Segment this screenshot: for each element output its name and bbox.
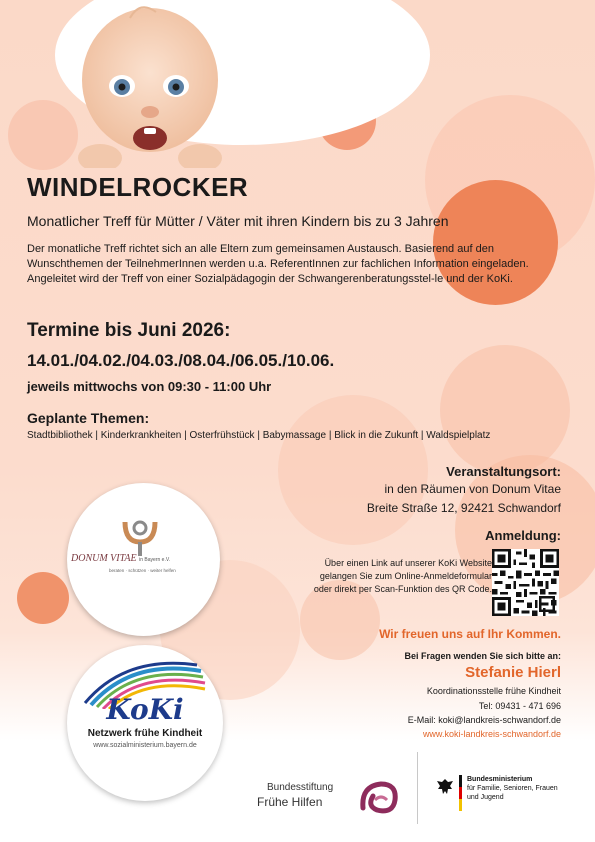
contact-website-link[interactable]: www.koki-landkreis-schwandorf.de (422, 729, 561, 739)
donum-vitae-emblem-icon (119, 518, 161, 556)
bundesministerium-logo (436, 775, 576, 825)
topics-heading: Geplante Themen: (27, 410, 150, 426)
event-subtitle: Monatlicher Treff für Mütter / Väter mit ihren Kindern bis zu 3 Jahren (27, 213, 449, 229)
contact-name: Stefanie Hierl (465, 664, 561, 681)
venue-line: in den Räumen von Donum Vitae (384, 482, 561, 496)
fruehe-hilfen-swirl-icon (359, 780, 399, 816)
koki-wordmark: KoKi (106, 693, 184, 726)
donum-suffix: in Bayern e.V. (139, 557, 171, 563)
federal-eagle-icon (436, 777, 454, 797)
registration-text (314, 557, 492, 596)
ministry-line3: und Jugend (467, 794, 504, 801)
topics-list: Stadtbibliothek | Kinderkrankheiten | Osterfrühstück | Babymassage | Blick in die Zukunft | Waldspielplatz (27, 430, 491, 441)
baby-photo (60, 0, 240, 168)
event-title: WINDELROCKER (27, 172, 249, 202)
bundesstiftung-line2: Frühe Hilfen (257, 795, 323, 809)
registration-line: Über einen Link auf unserer KoKi Website (324, 558, 492, 568)
ministry-line1: Bundesministerium (467, 776, 533, 783)
decorative-bubble (440, 345, 570, 475)
contact-phone: Tel: 09431 - 471 696 (478, 701, 561, 711)
schedule-days: jeweils mittwochs von 09:30 - 11:00 Uhr (27, 379, 272, 394)
contact-email[interactable]: E-Mail: koki@landkreis-schwandorf.de (407, 715, 561, 725)
venue-address: Breite Straße 12, 92421 Schwandorf (366, 501, 561, 515)
closing-message: Wir freuen uns auf Ihr Kommen. (379, 627, 561, 641)
contact-intro: Bei Fragen wenden Sie sich bitte an: (404, 651, 561, 661)
flag-stripe-red (459, 787, 462, 799)
decorative-bubble (17, 572, 69, 624)
koki-logo (67, 645, 223, 801)
registration-line: gelangen Sie zum Online-Anmeldeformular (319, 571, 492, 581)
registration-line: oder direkt per Scan-Funktion des QR Code. (313, 584, 492, 594)
schedule-dates: 14.01./04.02./04.03./08.04./06.05./10.06. (27, 351, 335, 370)
decorative-bubble (278, 395, 428, 545)
flag-stripe-gold (459, 799, 462, 811)
schedule-heading: Termine bis Juni 2026: (27, 320, 231, 341)
koki-url: www.sozialministerium.bayern.de (93, 742, 197, 749)
ministry-line2: für Familie, Senioren, Frauen (467, 785, 558, 792)
flag-stripe-black (459, 775, 462, 787)
donum-word: DONUM (71, 553, 108, 564)
registration-heading: Anmeldung: (485, 528, 561, 543)
donum-vitae-wordmark (71, 553, 216, 564)
qr-code[interactable] (492, 549, 559, 616)
venue-heading: Veranstaltungsort: (446, 464, 561, 479)
bundesstiftung-logo (253, 780, 403, 820)
donum-vitae-logo (67, 483, 220, 636)
vitae-word: VITAE (110, 553, 137, 564)
donum-vitae-tagline: beraten · schützen · weiter helfen (109, 568, 176, 573)
koki-network-label: Netzwerk frühe Kindheit (87, 728, 203, 739)
footer-divider (417, 752, 418, 824)
contact-role: Koordinationsstelle frühe Kindheit (426, 686, 561, 696)
event-description: Der monatliche Treff richtet sich an alle Eltern zum gemeinsamen Austausch. Basierend auf den Wunschthemen der TeilnehmerInnen werden u.a. ReferentInnen zur fachlichen Information eingeladen. Angeleitet wird der Treff von einer Sozialpädagogin der Schwangerenberatungsstel-le und der KoKi. (27, 243, 529, 285)
bundesstiftung-line1: Bundesstiftung (267, 782, 334, 793)
